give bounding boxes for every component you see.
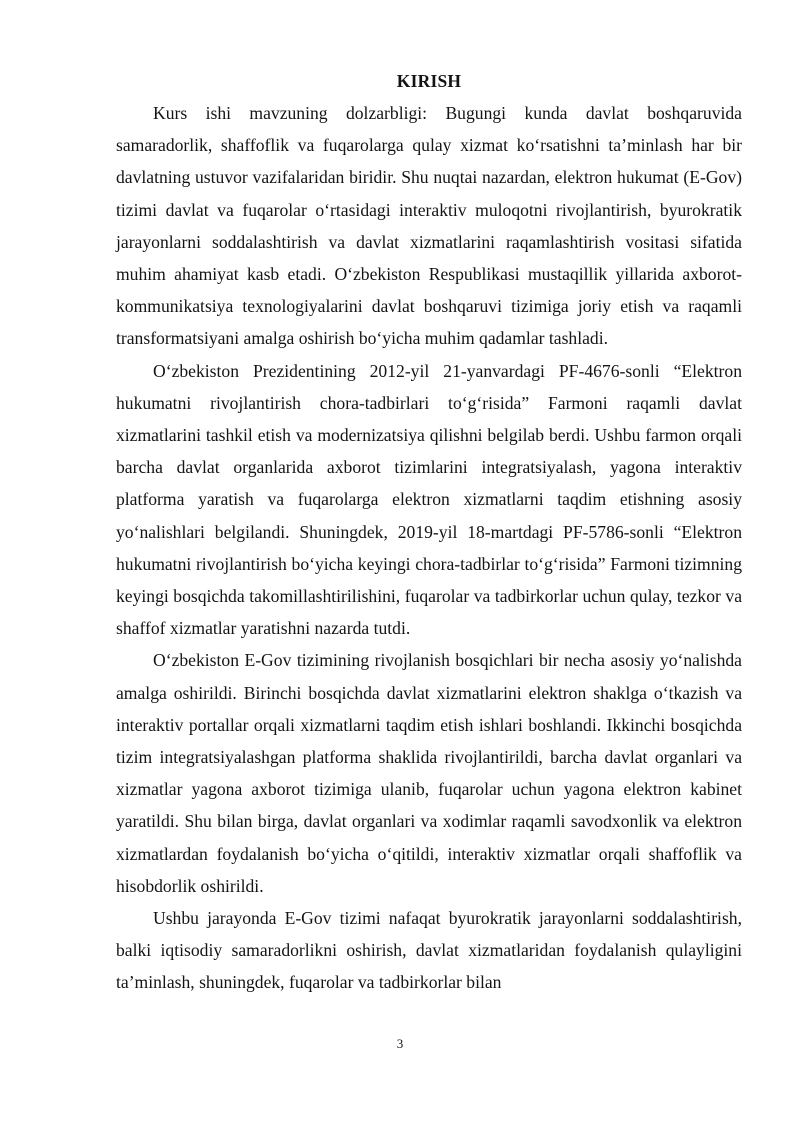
document-page	[116, 70, 742, 999]
paragraph-stages: O‘zbekiston E-Gov tizimining rivojlanish bosqichlari bir necha asosiy yo‘nalishda amalga oshirildi. Birinchi bosqichda davlat xizmatlarini elektron shaklga o‘tkazish va interaktiv portallar orqali xizmatlarni taqdim etish ishlari boshlandi. Ikkinchi bosqichda tizim integratsiyalashgan platforma shaklida rivojlantirildi, barcha davlat organlari va xizmatlar yagona axborot tizimiga ulanib, fuqarolar uchun yagona elektron kabinet yaratildi. Shu bilan birga, davlat organlari va xodimlar raqamli savodxonlik va elektron xizmatlardan foydalanish bo‘yicha o‘qitildi, interaktiv xizmatlar orqali shaffoflik va hisobdorlik oshirildi.	[116, 650, 742, 896]
paragraph-process: Ushbu jarayonda E-Gov tizimi nafaqat byurokratik jarayonlarni soddalashtirish, balki iqtisodiy samaradorlikni oshirish, davlat xizmatlaridan foydalanish qulayligini ta’minlash, shuningdek, fuqarolar va tadbirkorlar bilan	[116, 908, 742, 993]
page-number: 3	[396, 1036, 404, 1051]
paragraph-relevance: Kurs ishi mavzuning dolzarbligi: Bugungi kunda davlat boshqaruvida samaradorlik, shaffoflik va fuqarolarga qulay xizmat ko‘rsatishni ta’minlash har bir davlatning ustuvor vazifalaridan biridir. Shu nuqtai nazardan, elektron hukumat (E-Gov) tizimi davlat va fuqarolar o‘rtasidagi interaktiv muloqotni rivojlantirish, byurokratik jarayonlarni soddalashtirish va davlat xizmatlarini raqamlashtirish vositasi sifatida muhim ahamiyat kasb etadi. O‘zbekiston Respublikasi mustaqillik yillarida axborot-kommunikatsiya texnologiyalarini davlat boshqaruvi tizimiga joriy etish va raqamli transformatsiyani amalga oshirish bo‘yicha muhim qadamlar tashladi.	[116, 103, 742, 349]
section-heading: KIRISH	[396, 71, 462, 91]
paragraph-decrees: O‘zbekiston Prezidentining 2012-yil 21-yanvardagi PF-4676-sonli “Elektron hukumatni rivojlantirish chora-tadbirlari to‘g‘risida” Farmoni raqamli davlat xizmatlarini tashkil etish va modernizatsiya qilishni belgilab berdi. Ushbu farmon orqali barcha davlat organlarida axborot tizimlarini integratsiyalash, yagona interaktiv platforma yaratish va fuqarolarga elektron xizmatlarni taqdim etishning asosiy yo‘nalishlari belgilandi. Shuningdek, 2019-yil 18-martdagi PF-5786-sonli “Elektron hukumatni rivojlantirish bo‘yicha keyingi chora-tadbirlar to‘g‘risida” Farmoni tizimning keyingi bosqichda takomillashtirilishini, fuqarolar va tadbirkorlar uchun qulay, tezkor va shaffof xizmatlar yaratishni nazarda tutdi.	[116, 360, 742, 639]
